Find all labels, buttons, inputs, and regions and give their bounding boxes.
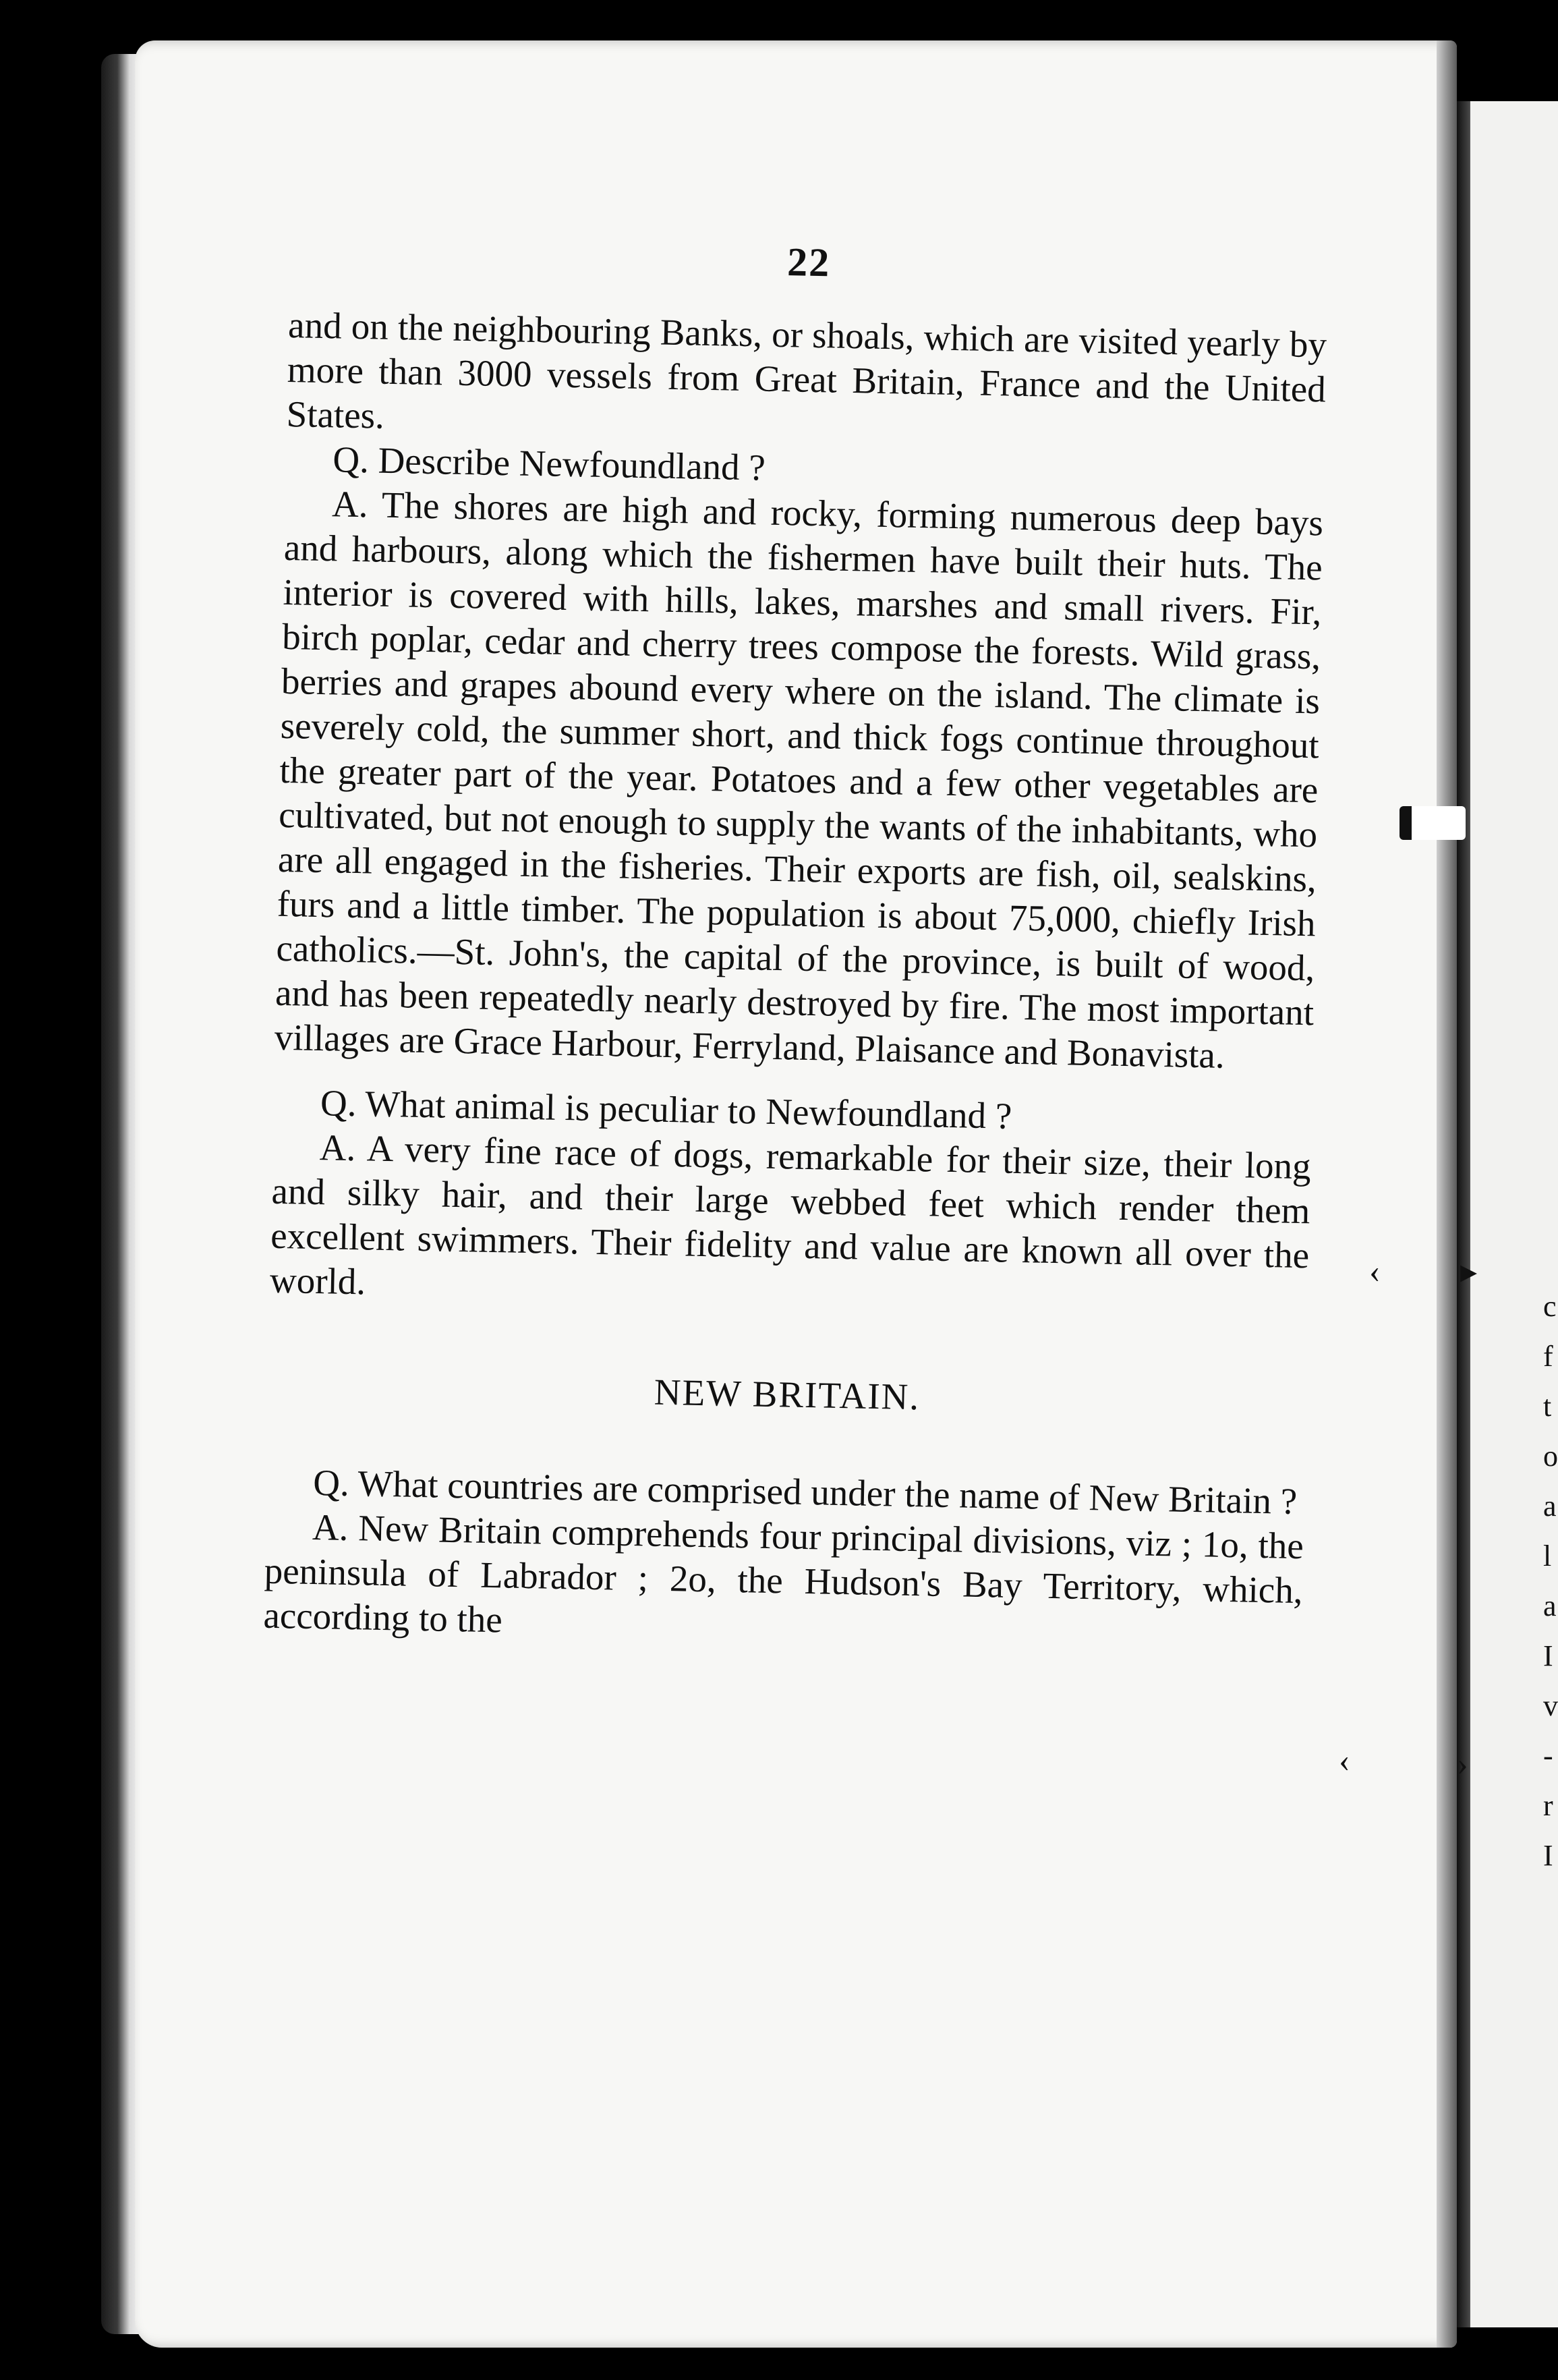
question: Q. Describe Newfoundland ? [332,438,766,488]
section-heading: NEW BRITAIN. [654,1371,921,1418]
fragment: t [1543,1390,1552,1423]
answer: A. The shores are high and rocky, forming numerous deep bays and harbours, along which the fishermen have built their huts. The interior is covered with hills, lakes, marshes and small rivers. Fir, birch poplar, cedar and cherry trees compose the forests. Wild grass, berries and grapes abound every where on the island. The climate is severely cold, the summer short, and thick fogs continue throughout the greater part of the year. Potatoes and a few other vegetables are cultivated, but not enough to supply the wants of the inhabitants, who are all engaged in the fisheries. Their exports are fish, oil, sealskins, furs and a little timber. The population is about 75,000, chiefly Irish catholics.—St. John's, the capital of the province, is built of wood, and has been repeatedly nearly destroyed by fire. The most important villages are Grace Harbour, Ferryland, Plaisance and Bonavista. [274,483,1324,1076]
fragment: l [1543,1539,1552,1572]
page-text [263,229,1329,1658]
fragment: r [1543,1789,1553,1822]
fragment: a [1543,1589,1557,1622]
margin-mark-right: › [1457,1745,1468,1782]
paragraph: and on the neighbouring Banks, or shoals, which are visited yearly by more than 3000 vessels from Great Britain, France and the United States. [286,304,1327,436]
margin-mark-left: ‹ [1339,1741,1350,1779]
question: Q. What countries are comprised under the name of New Britain ? [312,1462,1298,1523]
fragment: a [1543,1490,1557,1523]
page-number: 22 [786,239,831,285]
fragment: v [1543,1689,1558,1722]
next-page-fragments [1543,1282,1558,1881]
question: Q. What animal is peculiar to Newfoundland ? [320,1082,1012,1137]
answer: A. A very fine race of dogs, remarkable for their size, their long and silky hair, and their large webbed feet which render them excellent swimmers. Their fidelity and value are known all over the world. [269,1127,1312,1303]
answer: A. New Britain comprehends four principal divisions, viz ; 1o, the peninsula of Labrador ; 2o, the Hudson's Bay Territory, which, according to the [262,1506,1304,1641]
fragment: I [1543,1639,1553,1672]
next-page [1470,101,1558,2327]
page-tab-marker [1400,806,1466,840]
margin-mark-right: ▸ [1460,1252,1478,1290]
fragment: c [1543,1290,1557,1323]
margin-mark-left: ‹ [1369,1252,1381,1290]
page-gutter-shadow [1437,40,1457,2348]
fragment: f [1543,1340,1553,1373]
fragment: I [1543,1839,1553,1872]
fragment: o [1543,1440,1558,1473]
fragment: - [1543,1739,1553,1772]
